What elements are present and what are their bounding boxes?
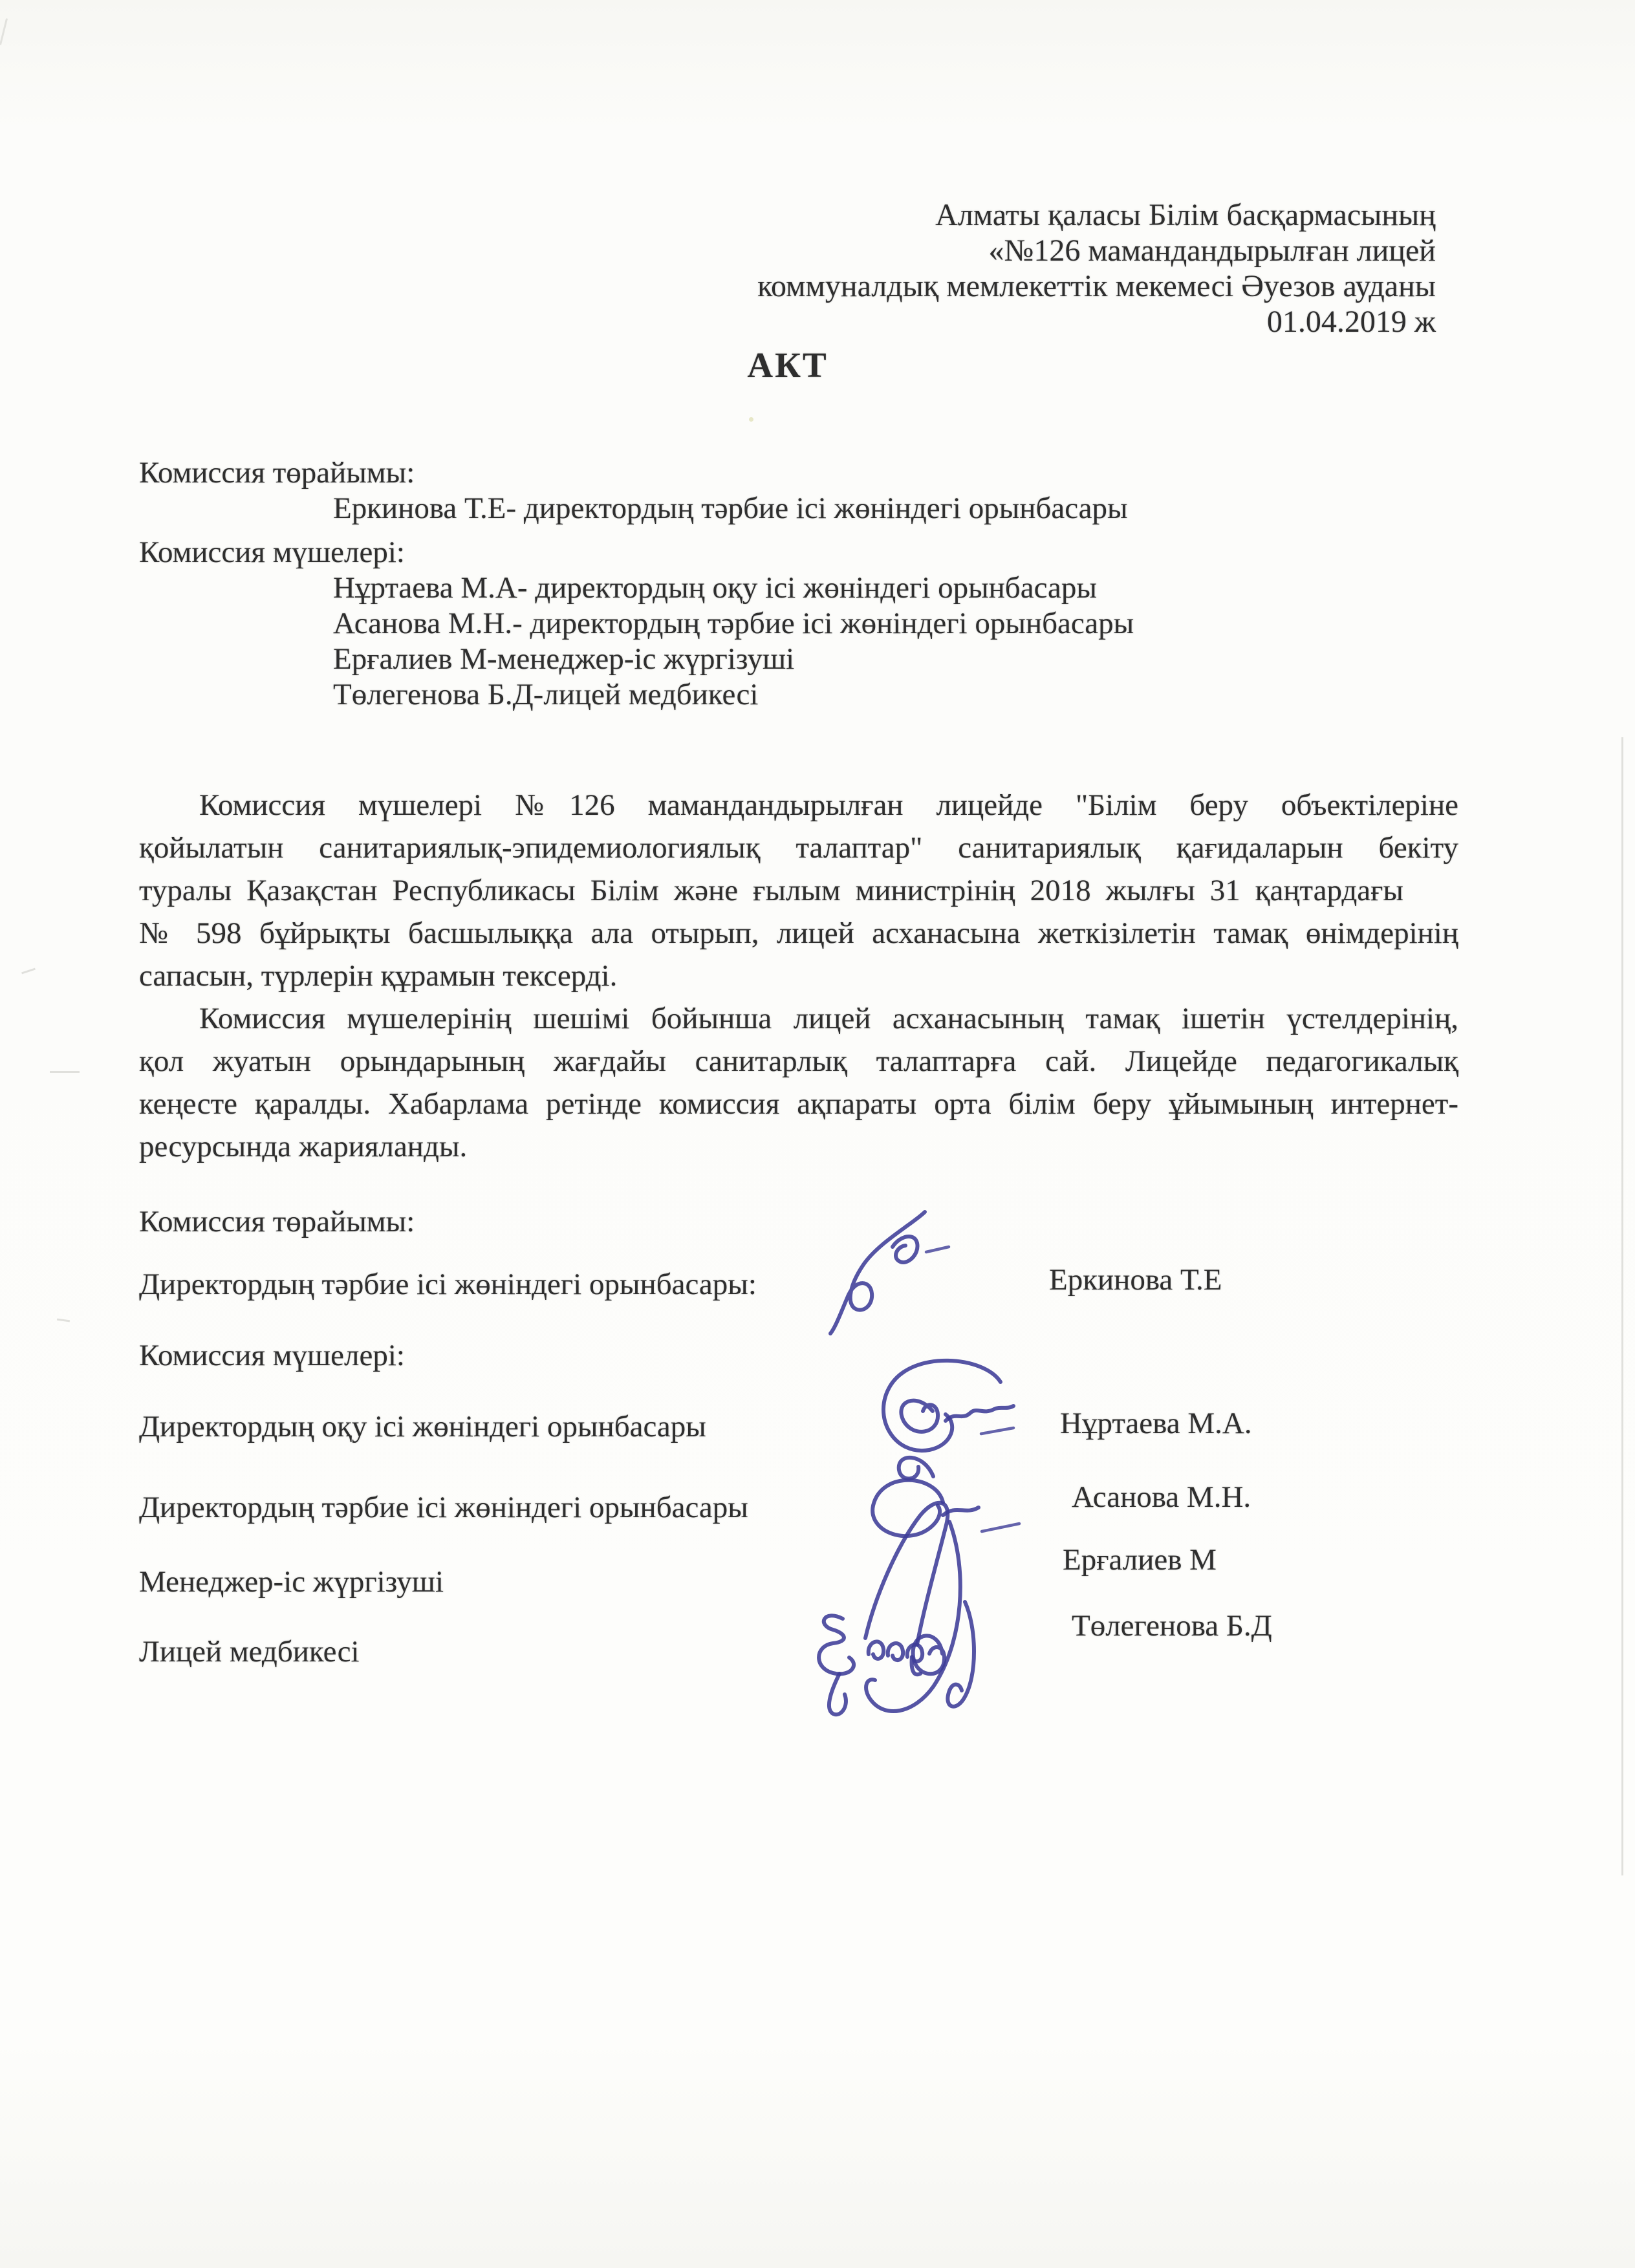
ink-stroke [829, 1674, 846, 1714]
paragraph-line: кеңесте қаралды. Хабарлама ретінде комиссия ақпараты орта білім беру ұйымының интернет- [139, 1087, 1458, 1121]
signature-row-name: Асанова М.Н. [1072, 1480, 1251, 1514]
scan-edge-shadow [1621, 737, 1623, 1875]
signature-row-label: Лицей медбикесі [139, 1635, 360, 1669]
commission-chair-entry: Еркинова Т.Е- директордың тәрбие ісі жөніндегі орынбасары [333, 491, 1128, 525]
signature-row-label: Директордың тәрбие ісі жөніндегі орынбасары [139, 1491, 748, 1524]
header-line-organization: Алматы қаласы Білім басқармасының [935, 198, 1436, 232]
paragraph-line: сапасын, түрлерін құрамын тексерді. [139, 959, 618, 993]
ink-stroke [913, 1636, 944, 1674]
ink-stroke [830, 1212, 925, 1334]
scan-speck [21, 968, 36, 975]
signature-row-name: Ерғалиев М [1063, 1543, 1217, 1577]
ink-stroke [926, 1247, 949, 1252]
scan-speck [749, 417, 753, 422]
commission-members-label: Комиссия мүшелері: [139, 535, 405, 569]
signature-ink-erkinova [816, 1204, 958, 1340]
document-header [139, 197, 1436, 340]
paragraph-line: қойылатын санитариялық-эпидемиологиялық талаптар" санитариялық қағидаларын бекіту [139, 831, 1458, 865]
paragraph-line: Комиссия мүшелерінің шешімі бойынша лицей асханасының тамақ ішетін үстелдерінің, [199, 1002, 1458, 1035]
commission-list [139, 455, 1497, 713]
document-title: АКТ [747, 345, 828, 385]
ink-stroke [893, 1237, 918, 1262]
header-line-institution: коммуналдық мемлекеттік мекемесі Әуезов ауданы [757, 269, 1436, 303]
scan-speck [57, 1319, 70, 1323]
signatures-members-heading: Комиссия мүшелері: [139, 1339, 405, 1372]
ink-stroke [981, 1428, 1013, 1434]
commission-member-entry: Асанова М.Н.- директордың тәрбие ісі жөніндегі орынбасары [333, 607, 1134, 640]
paragraph-line: ресурсында жарияланды. [139, 1130, 468, 1163]
header-line-lyceum: «№126 мамандандырылған лицей [988, 233, 1436, 268]
signatures-chair-heading: Комиссия төрайымы: [139, 1205, 415, 1238]
commission-member-entry: Төлегенова Б.Д-лицей медбикесі [333, 678, 759, 711]
signature-row-label: Директордың оқу ісі жөніндегі орынбасары [139, 1410, 706, 1443]
body-text [139, 784, 1458, 1168]
paragraph-line: туралы Қазақстан Республикасы Білім және ғылым министрінің 2018 жылғы 31 қаңтардағы [139, 874, 1403, 907]
signature-row-label: Менеджер-іс жүргізуші [139, 1565, 444, 1599]
ink-stroke [819, 1615, 854, 1674]
signature-row-name: Төлегенова Б.Д [1072, 1609, 1272, 1643]
ink-stroke [901, 1401, 938, 1432]
paragraph-line: Комиссия мүшелері №126 мамандандырылған лицейде "Білім беру объектілеріне [199, 788, 1458, 822]
signature-row-name: Нұртаева М.А. [1060, 1407, 1252, 1440]
signature-row-name: Еркинова Т.Е [1049, 1263, 1222, 1297]
signature-row-label: Директордың тәрбие ісі жөніндегі орынбасары: [139, 1268, 757, 1301]
scan-speck [0, 18, 8, 45]
paragraph-line: қол жуатын орындарының жағдайы санитарлық талаптарға сай. Лицейде педагогикалық [139, 1044, 1458, 1078]
ink-stroke [947, 1602, 974, 1707]
ink-stroke [899, 1458, 933, 1479]
scan-speck [50, 1071, 80, 1073]
header-line-date: 01.04.2019 ж [1266, 305, 1436, 339]
commission-chair-label: Комиссия төрайымы: [139, 456, 415, 490]
signature-ink-tolegenova [887, 1592, 1001, 1718]
ink-stroke [946, 1406, 1013, 1421]
paragraph-line: № 598 бұйрықты басшылыққа ала отырып, лицей асханасына жеткізілетін тамақ өнімдерінің [139, 916, 1458, 950]
commission-member-entry: Ерғалиев М-менеджер-іс жүргізуші [333, 642, 795, 676]
commission-member-entry: Нұртаева М.А- директордың оқу ісі жөніндегі орынбасары [333, 571, 1097, 605]
